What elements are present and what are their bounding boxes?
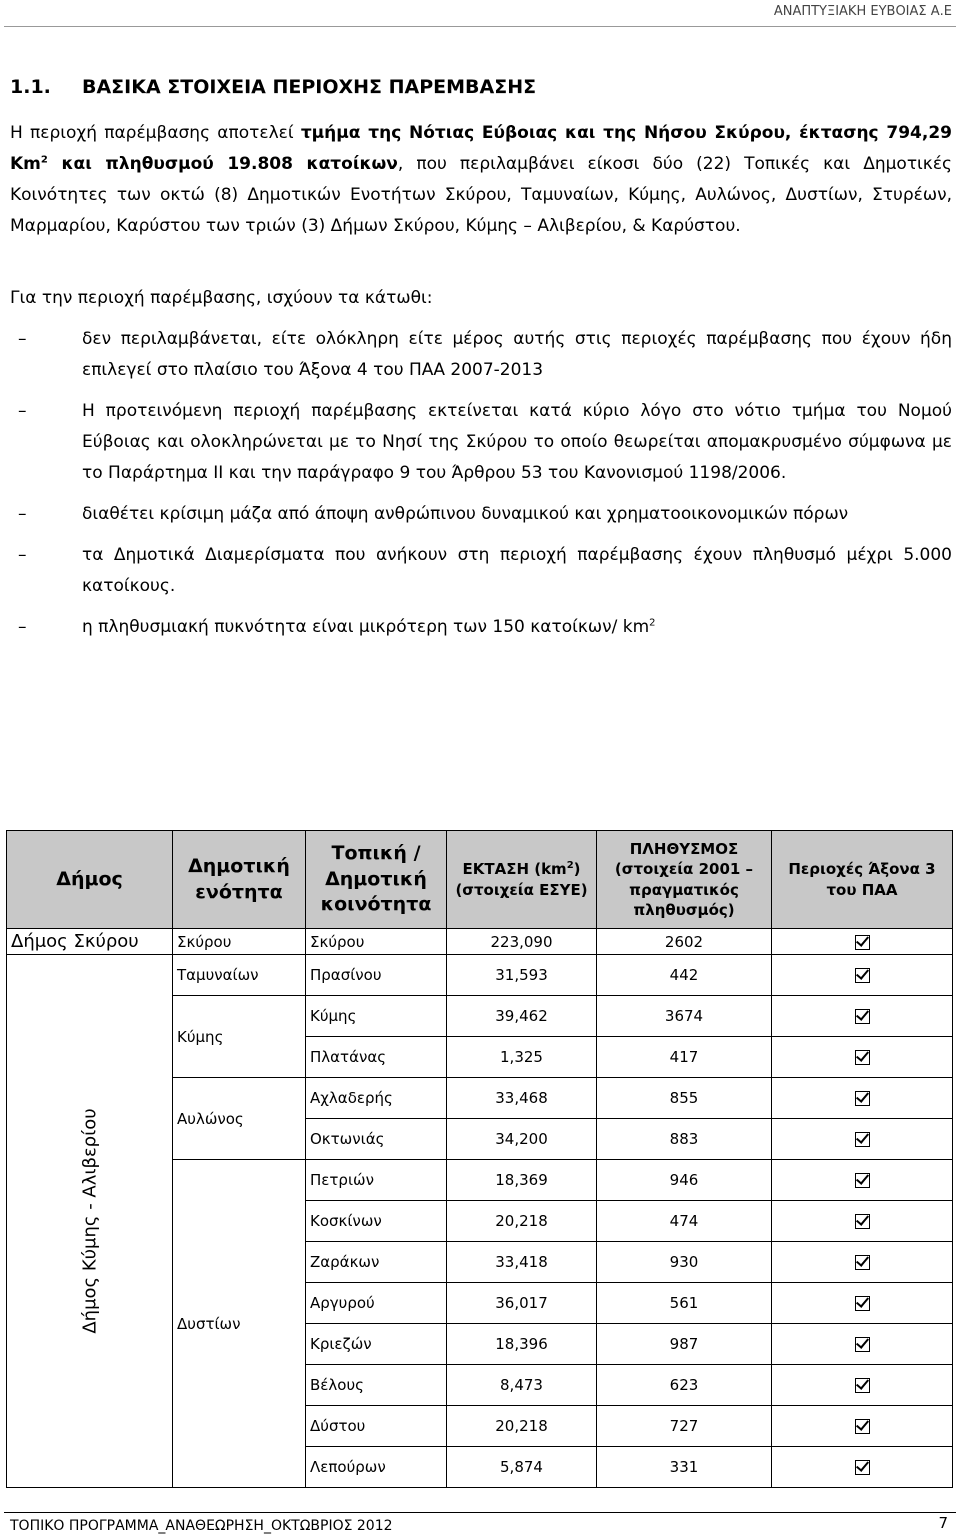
community-cell: Αχλαδερής [306, 1078, 447, 1119]
population-cell: 3674 [597, 996, 772, 1037]
running-header: ΑΝΑΠΤΥΞΙΑΚΗ ΕΥΒΟΙΑΣ Α.Ε [773, 4, 952, 19]
intro-text-1: Η περιοχή παρέμβασης αποτελεί [10, 123, 301, 143]
axis3-cell [772, 1365, 953, 1406]
population-cell: 855 [597, 1078, 772, 1119]
header-municipality: Δήμος [7, 831, 173, 929]
axis3-cell [772, 1201, 953, 1242]
community-cell: Ζαράκων [306, 1242, 447, 1283]
section-title-text: ΒΑΣΙΚΑ ΣΤΟΙΧΕΙΑ ΠΕΡΙΟΧΗΣ ΠΑΡΕΜΒΑΣΗΣ [82, 76, 537, 98]
population-cell: 561 [597, 1283, 772, 1324]
community-cell: Αργυρού [306, 1283, 447, 1324]
area-cell: 20,218 [447, 1406, 597, 1447]
axis3-cell [772, 1160, 953, 1201]
community-cell: Πετριών [306, 1160, 447, 1201]
intro-bold-1: τμήμα της Νότιας Εύβοιας και της Νήσου Σκύρου, έκτασης 794,29 Km [10, 123, 952, 174]
footer-rule [4, 1512, 956, 1513]
axis3-cell [772, 929, 953, 955]
header-axis3: Περιοχές Άξονα 3 του ΠΑΑ [772, 831, 953, 929]
list-item-text: Η προτεινόμενη περιοχή παρέμβασης εκτείνεται κατά κύριο λόγο στο νότιο τμήμα του Νομού Εύβοιας και ολοκληρώνεται με το Νησί της Σκύρου το οποίο θεωρείται απομακρυσμένο σύμφωνα με το Παράρτημα ΙΙ και την παράγραφο 9 του Άρθρου 53 του Κανονισμού 1198/2006. [82, 401, 952, 483]
page-number: 7 [938, 1514, 948, 1532]
axis3-cell [772, 996, 953, 1037]
area-cell: 5,874 [447, 1447, 597, 1488]
list-item [10, 324, 952, 386]
population-cell: 883 [597, 1119, 772, 1160]
axis3-cell [772, 1406, 953, 1447]
area-cell: 20,218 [447, 1201, 597, 1242]
area-cell: 33,418 [447, 1242, 597, 1283]
checkbox-checked-icon [855, 1050, 870, 1065]
dash-bullet: – [18, 329, 27, 349]
list-item-text: διαθέτει κρίσιμη μάζα από άποψη ανθρώπινου δυναμικού και χρηματοοικονομικών πόρων [82, 504, 849, 524]
area-cell: 39,462 [447, 996, 597, 1037]
community-cell: Βέλους [306, 1365, 447, 1406]
checkbox-checked-icon [855, 1009, 870, 1024]
intro-superscript: 2 [40, 154, 48, 166]
checkbox-checked-icon [855, 1132, 870, 1147]
population-cell: 442 [597, 955, 772, 996]
municipal-unit-cell: Σκύρου [173, 929, 306, 955]
area-cell: 1,325 [447, 1037, 597, 1078]
checkbox-checked-icon [855, 1214, 870, 1229]
municipal-unit-cell: Δυστίων [173, 1160, 306, 1488]
checkbox-checked-icon [855, 1378, 870, 1393]
axis3-cell [772, 1119, 953, 1160]
communities-table [6, 830, 953, 1488]
area-cell: 31,593 [447, 955, 597, 996]
community-cell: Πλατάνας [306, 1037, 447, 1078]
header-area-text-1: ΕΚΤΑΣΗ (km [462, 860, 567, 879]
municipal-unit-cell: Κύμης [173, 996, 306, 1078]
population-cell: 2602 [597, 929, 772, 955]
checkbox-checked-icon [855, 1460, 870, 1475]
header-community: Τοπική /Δημοτική κοινότητα [306, 831, 447, 929]
area-cell: 223,090 [447, 929, 597, 955]
intro-paragraph [10, 118, 952, 242]
axis3-cell [772, 1324, 953, 1365]
list-item [10, 396, 952, 489]
area-cell: 36,017 [447, 1283, 597, 1324]
community-cell: Σκύρου [306, 929, 447, 955]
header-area-superscript: 2 [566, 860, 574, 872]
checkbox-checked-icon [855, 1173, 870, 1188]
dash-bullet: – [18, 617, 27, 637]
table-header-row [7, 831, 953, 929]
area-cell: 8,473 [447, 1365, 597, 1406]
list-item-superscript: 2 [649, 617, 656, 629]
axis3-cell [772, 1283, 953, 1324]
population-cell: 930 [597, 1242, 772, 1283]
section-number: 1.1. [10, 76, 51, 98]
community-cell: Οκτωνιάς [306, 1119, 447, 1160]
checkbox-checked-icon [855, 1296, 870, 1311]
municipal-unit-cell: Αυλώνος [173, 1078, 306, 1160]
population-cell: 623 [597, 1365, 772, 1406]
list-item [10, 499, 952, 530]
dash-bullet: – [18, 504, 27, 524]
area-cell: 18,369 [447, 1160, 597, 1201]
population-cell: 987 [597, 1324, 772, 1365]
section-title [10, 76, 536, 98]
population-cell: 474 [597, 1201, 772, 1242]
list-item [10, 612, 952, 643]
municipality-kymi-aliveri-label: Δήμος Κύμης - Αλιβερίου [79, 1108, 100, 1334]
community-cell: Κοσκίνων [306, 1201, 447, 1242]
axis3-cell [772, 1078, 953, 1119]
checkbox-checked-icon [855, 1419, 870, 1434]
community-cell: Δύστου [306, 1406, 447, 1447]
intro-bold-2: και πληθυσμού 19.808 κατοίκων [47, 154, 398, 174]
list-item-text: τα Δημοτικά Διαμερίσματα που ανήκουν στη περιοχή παρέμβασης έχουν πληθυσμό μέχρι 5.000 κατοίκους. [82, 545, 952, 596]
list-item-text: δεν περιλαμβάνεται, είτε ολόκληρη είτε μέρος αυτής στις περιοχές παρέμβασης που έχουν ήδη επιλεγεί στο πλαίσιο του Άξονα 4 του ΠΑΑ 2007-2013 [82, 329, 952, 380]
footer-document-title: ΤΟΠΙΚΟ ΠΡΟΓΡΑΜΜΑ_ΑΝΑΘΕΩΡΗΣΗ_ΟΚΤΩΒΡΙΟΣ 2012 [10, 1518, 393, 1534]
axis3-cell [772, 955, 953, 996]
area-cell: 34,200 [447, 1119, 597, 1160]
community-cell: Κριεζών [306, 1324, 447, 1365]
community-cell: Πρασίνου [306, 955, 447, 996]
checkbox-checked-icon [855, 935, 870, 950]
lead-sentence: Για την περιοχή παρέμβασης, ισχύουν τα κάτωθι: [10, 288, 433, 308]
checkbox-checked-icon [855, 1337, 870, 1352]
dash-bullet: – [18, 545, 27, 565]
dash-bullet: – [18, 401, 27, 421]
header-municipal-unit: Δημοτική ενότητα [173, 831, 306, 929]
table-row [7, 929, 953, 955]
population-cell: 946 [597, 1160, 772, 1201]
checkbox-checked-icon [855, 1091, 870, 1106]
axis3-cell [772, 1242, 953, 1283]
header-rule [4, 26, 956, 27]
municipality-kymi-aliveri [7, 955, 173, 1488]
header-population: ΠΛΗΘΥΣΜΟΣ (στοιχεία 2001 – πραγματικός πληθυσμός) [597, 831, 772, 929]
axis3-cell [772, 1447, 953, 1488]
area-cell: 18,396 [447, 1324, 597, 1365]
criteria-list [10, 324, 952, 653]
checkbox-checked-icon [855, 968, 870, 983]
municipal-unit-cell: Ταμυναίων [173, 955, 306, 996]
header-area [447, 831, 597, 929]
community-cell: Κύμης [306, 996, 447, 1037]
checkbox-checked-icon [855, 1255, 870, 1270]
header-area-text-2: ) (στοιχεία ΕΣΥΕ) [455, 860, 588, 899]
list-item [10, 540, 952, 602]
population-cell: 727 [597, 1406, 772, 1447]
list-item-text: η πληθυσμιακή πυκνότητα είναι μικρότερη των 150 κατοίκων/ km [82, 617, 650, 637]
population-cell: 331 [597, 1447, 772, 1488]
community-cell: Λεπούρων [306, 1447, 447, 1488]
intro-text-2: , που περιλαμβάνει είκοσι δύο (22) Τοπικές και Δημοτικές Κοινότητες των οκτώ (8) Δημοτικών Ενοτήτων Σκύρου, Ταμυναίων, Κύμης, Αυλώνος, Δυστίων, Στυρέων, Μαρμαρίου, Καρύστου των τριών (3) Δήμων Σκύρου, Κύμης – Αλιβερίου, & Καρύστου. [10, 154, 952, 236]
population-cell: 417 [597, 1037, 772, 1078]
area-cell: 33,468 [447, 1078, 597, 1119]
axis3-cell [772, 1037, 953, 1078]
municipality-skyros: Δήμος Σκύρου [7, 929, 173, 955]
table-row [7, 955, 953, 996]
